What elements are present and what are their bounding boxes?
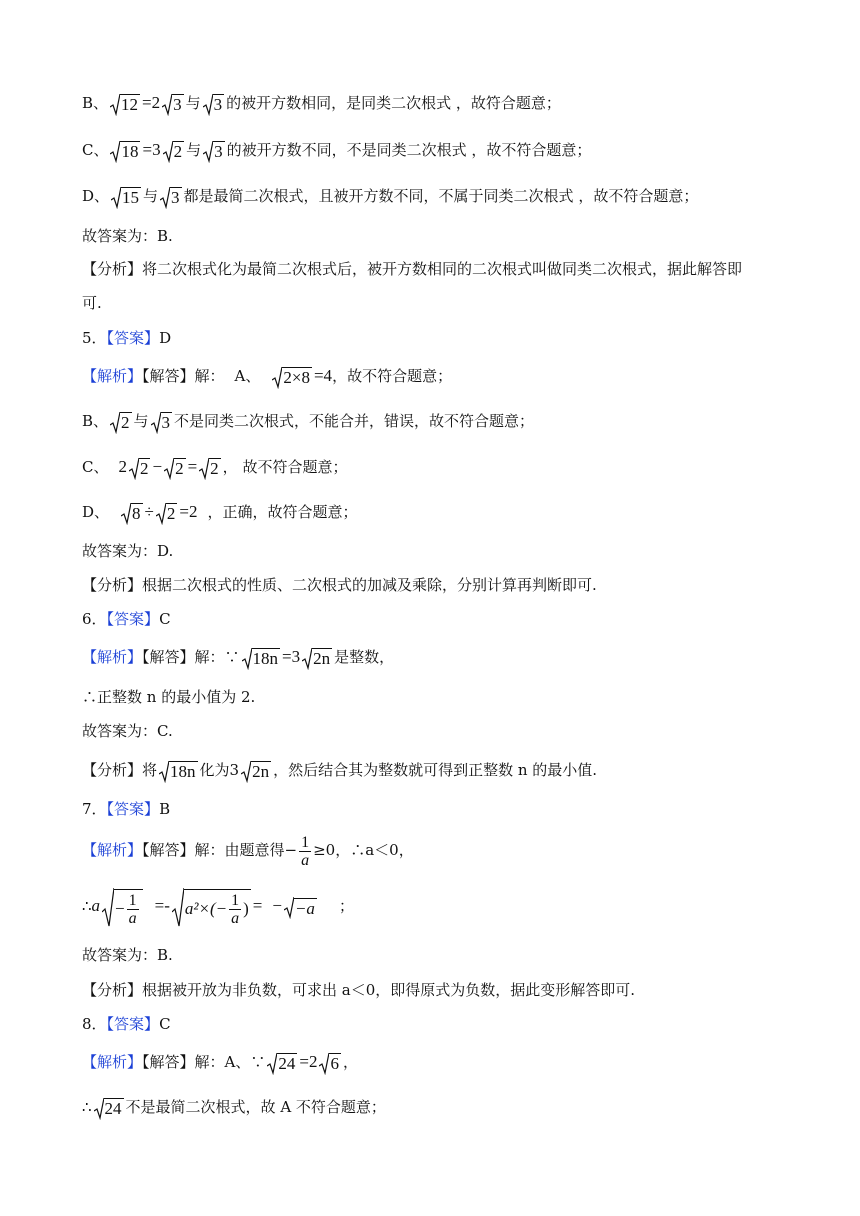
question-8-solution: 【解析】【解答】解：A、∵ 24 =2 6 ，: [82, 1052, 358, 1073]
radical: −a: [284, 885, 317, 929]
analysis-continuation: 可.: [82, 294, 102, 312]
radical: 24: [267, 1052, 297, 1075]
radical: − $\frac{1}{a}$: [102, 885, 143, 929]
radical: 8: [121, 502, 143, 525]
option-d-line: D、 15 与 3 都是最简二次根式，且被开方数不同，不属于同类二次根式 ，故不符合题意；: [82, 187, 699, 207]
radical: 6: [319, 1052, 341, 1075]
radical: 15: [111, 186, 141, 209]
radical: 18n: [242, 647, 281, 670]
option-c-line: C、 18 =3 2 与 3 的被开方数不同，不是同类二次根式 ，故不符合题意；: [82, 140, 592, 161]
jiexi-tag: 【解析】: [82, 841, 143, 859]
answer-tag: 【答案】: [106, 800, 160, 818]
jiexi-tag: 【解析】: [82, 1053, 143, 1071]
radical: 2n: [241, 760, 271, 783]
radical: 2×8: [272, 366, 312, 389]
radical: 2: [156, 502, 178, 525]
radical: 2: [163, 140, 185, 163]
analysis-line: 【分析】将二次根式化为最简二次根式后，被开方数相同的二次根式叫做同类二次根式，据此解答即: [82, 260, 743, 278]
question-6-conclusion: ∴正整数 n 的最小值为 2.: [82, 688, 256, 706]
answer-line: 故答案为：B.: [82, 227, 173, 245]
question-5-solution-a: 【解析】【解答】解： A、 2×8 =4，故不符合题意；: [82, 366, 453, 387]
radical: 3: [151, 411, 173, 434]
question-7-derivation: ∴a − $\frac{1}{a}$ =- a²×(− $\frac{1}{a}$ ) = − −a ；: [82, 884, 820, 929]
question-7-answer: 7．【答案】B: [82, 800, 171, 818]
option-b-line: B、 12 =2 3 与 3 的被开方数相同，是同类二次根式 ，故符合题意；: [82, 93, 561, 114]
radical: 18n: [159, 760, 198, 783]
radical: 2: [110, 411, 132, 434]
jiexi-tag: 【解析】: [82, 648, 143, 666]
answer-line: 故答案为：C.: [82, 722, 173, 740]
radical: 2n: [302, 647, 332, 670]
radical: 24: [94, 1097, 124, 1120]
question-5-answer: 5．【答案】D: [82, 329, 172, 347]
question-5-solution-b: B、 2 与 3 不是同类二次根式，不能合并，错误，故不符合题意；: [82, 412, 535, 432]
jiexi-tag: 【解析】: [82, 367, 143, 385]
radical: 12: [110, 93, 140, 116]
radical: 2: [199, 457, 221, 480]
fraction: $\frac{1}{a}$: [301, 833, 310, 869]
question-6-solution: 【解析】【解答】解：∵ 18n =3 2n 是整数，: [82, 647, 395, 668]
answer-tag: 【答案】: [106, 1015, 160, 1033]
radical: a²×(− $\frac{1}{a}$ ): [172, 885, 251, 929]
question-5-solution-c: C、 2 2 − 2 = 2 ， 故不符合题意；: [82, 457, 348, 478]
question-6-answer: 6．【答案】C: [82, 610, 171, 628]
radical: 3: [203, 93, 225, 116]
radical: 3: [203, 140, 225, 163]
answer-line: 故答案为：B.: [82, 946, 173, 964]
radical: 2: [129, 457, 151, 480]
radical: 2: [164, 457, 186, 480]
answer-line: 故答案为：D.: [82, 542, 174, 560]
question-5-solution-d: D、 8 ÷ 2 =2 ，正确，故符合题意；: [82, 502, 358, 523]
radical: 3: [160, 186, 182, 209]
question-8-conclusion: ∴ 24 不是最简二次根式，故 A 不符合题意；: [82, 1098, 386, 1118]
option-label: B、: [82, 94, 109, 112]
answer-tag: 【答案】: [106, 329, 160, 347]
analysis-line: 【分析】将 18n 化为3 2n ，然后结合其为整数就可得到正整数 n 的最小值.: [82, 761, 598, 781]
question-8-answer: 8．【答案】C: [82, 1015, 171, 1033]
answer-tag: 【答案】: [106, 610, 160, 628]
radical: 3: [162, 93, 184, 116]
question-7-solution: 【解析】【解答】解：由题意得− $\frac{1}{a}$ ≥0，∴a＜0，: [82, 833, 414, 869]
analysis-line: 【分析】根据被开放为非负数，可求出 a＜0，即得原式为负数，据此变形解答即可.: [82, 981, 636, 999]
radical: 18: [110, 140, 140, 163]
analysis-line: 【分析】根据二次根式的性质、二次根式的加减及乘除，分别计算再判断即可.: [82, 576, 597, 594]
